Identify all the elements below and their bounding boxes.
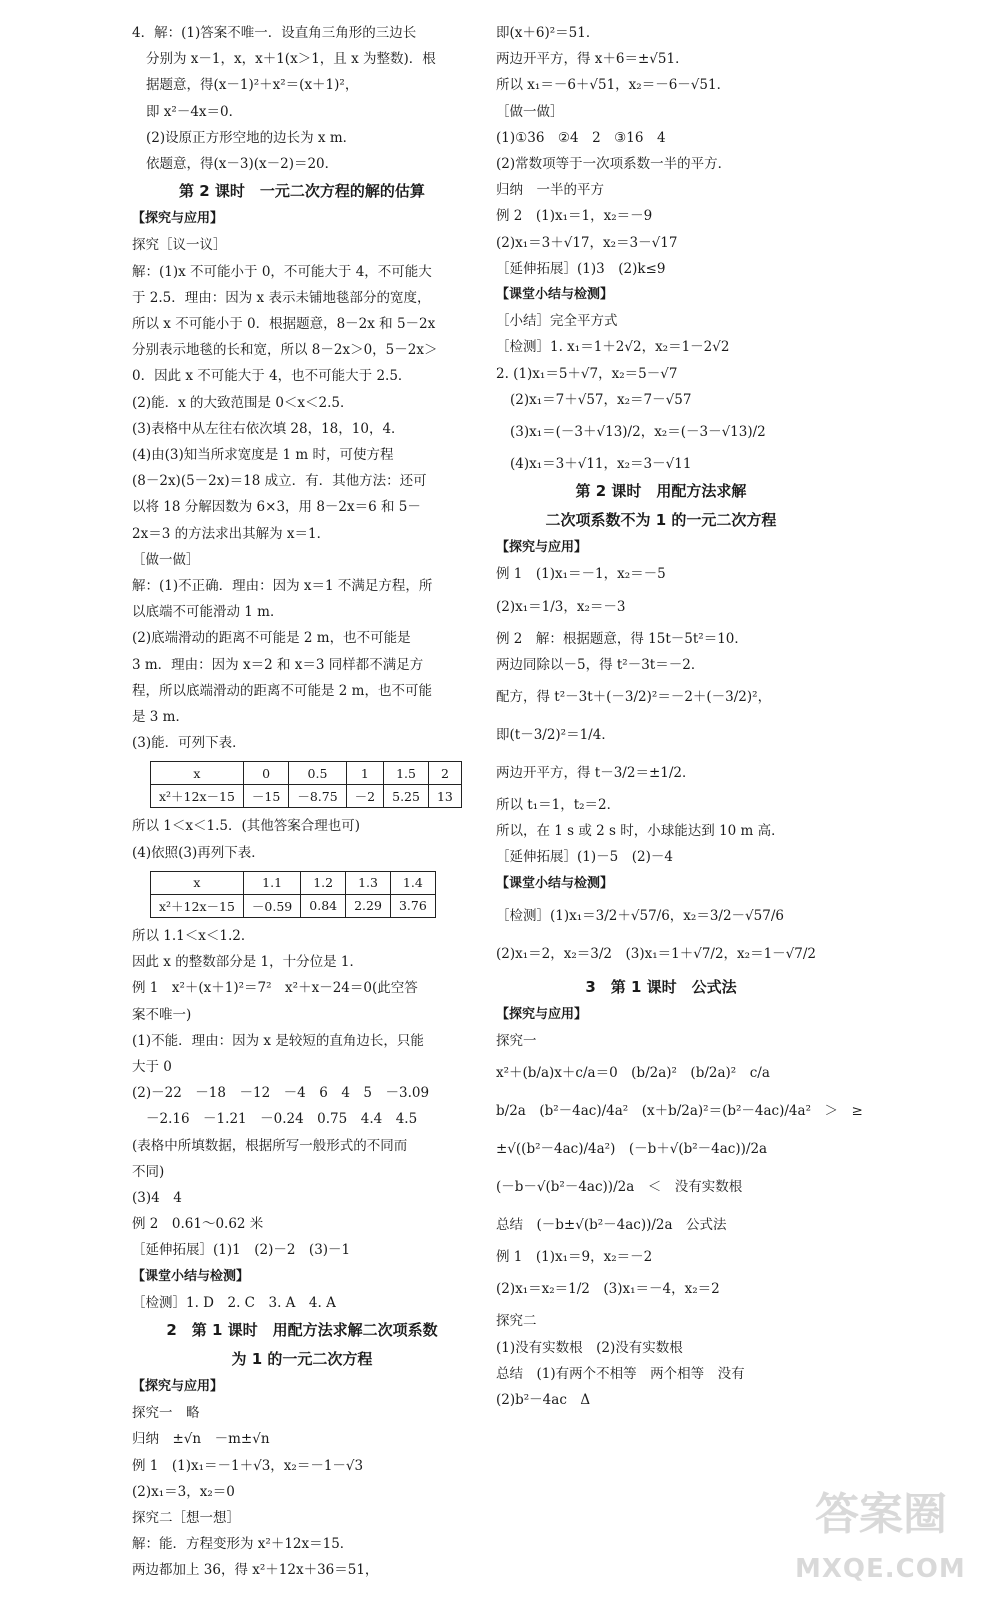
answer-line: (2)－22 －18 －12 －4 6 4 5 －3.09 [132,1085,430,1102]
answer-line: 所以 t₁＝1，t₂＝2． [496,797,621,814]
answer-line: b/2a (b²－4ac)/4a² (x＋b/2a)²＝(b²－4ac)/4a² ＞ ≥ [496,1103,863,1120]
answer-line: (1)没有实数根 (2)没有实数根 [496,1339,683,1356]
table-cell: 13 [428,785,461,808]
table-cell: 1.1 [243,871,300,894]
answer-line: 2x＝3 的方法求出其解为 x＝1． [132,525,331,542]
answer-line: 配方，得 t²－3t＋(－3/2)²＝－2＋(－3/2)²， [496,689,772,706]
answer-line: 探究一 [496,1033,537,1050]
answer-line: 探究［议一议］ [132,237,227,254]
answer-line: (表格中所填数据，根据所写一般形式的不同而 [132,1137,408,1154]
answer-line: 所以 x 不可能小于 0．根据题意，8－2x 和 5－2x [132,316,436,333]
answer-line: ［延伸拓展］(1)3 (2)k≤9 [496,260,666,277]
table-row [151,785,462,808]
answer-line: 案不唯一) [132,1006,192,1023]
answer-line: 两边同除以－5，得 t²－3t＝－2． [496,656,705,673]
answer-line: 以将 18 分解因数为 6×3，用 8－2x＝6 和 5－ [132,499,421,516]
answer-line: (1)不能．理由：因为 x 是较短的直角边长，只能 [132,1032,424,1049]
table-cell: 5.25 [384,785,429,808]
answer-line: 于 2.5．理由：因为 x 表示未铺地毯部分的宽度， [132,289,431,306]
answer-line: 0．因此 x 不可能大于 4，也不可能大于 2.5． [132,368,412,385]
table-cell: 3.76 [390,894,435,917]
table-cell: 0.84 [301,894,346,917]
answer-line: (2)设原正方形空地的边长为 x m． [146,129,357,146]
table-cell: 0 [243,762,288,785]
answer-line: ［做一做］ [496,103,564,120]
answer-line: 两边都加上 36，得 x²＋12x＋36＝51， [132,1562,379,1579]
table-cell: 1 [346,762,383,785]
answer-line: ［做一做］ [132,551,200,568]
watermark-url: MXQE.COM [795,1554,966,1584]
answer-line: (3)能．可列下表． [132,735,246,752]
table-cell: x²＋12x－15 [151,785,244,808]
block-label: 【课堂小结与检测】 [496,875,614,891]
value-table-1 [150,761,462,808]
answer-block [496,561,826,870]
answer-line: 所以 x₁＝－6＋√51，x₂＝－6－√51． [496,77,731,94]
section-heading: 第 2 课时 用配方法求解 [575,482,747,501]
section-heading: 第 2 课时 一元二次方程的解的估算 [179,182,425,201]
answer-block [132,923,472,1264]
table-cell: x²＋12x－15 [151,894,244,917]
block-label: 【探究与应用】 [132,211,224,227]
section-heading: 3 第 1 课时 公式法 [585,977,737,996]
answer-line: 所以 1.1＜x＜1.2． [132,927,255,944]
table-cell: －2 [346,785,383,808]
answer-line: 归纳 一半的平方 [496,182,604,199]
answer-line: 例 1 (1)x₁＝9，x₂＝－2 [496,1249,653,1266]
answer-line: 依题意，得(x－3)(x－2)＝20． [146,156,339,173]
answer-line: (4)由(3)知当所求宽度是 1 m 时，可使方程 [132,447,394,464]
answer-line: (2)底端滑动的距离不可能是 2 m，也不可能是 [132,630,411,647]
table-cell: －8.75 [289,785,346,808]
answer-block [496,20,826,282]
answer-line: (2)能．x 的大致范围是 0＜x＜2.5． [132,394,354,411]
table-cell: 1.2 [301,871,346,894]
answer-line: 所以 1＜x＜1.5．(其他答案合理也可) [132,818,360,835]
section-heading: 二次项系数不为 1 的一元二次方程 [545,511,777,530]
table-row [151,871,436,894]
answer-line: －2.16 －1.21 －0.24 0.75 4.4 4.5 [146,1111,418,1128]
answer-line: 总结 (－b±√(b²－4ac))/2a 公式法 [496,1217,727,1234]
answer-line: 两边开平方，得 t－3/2＝±1/2． [496,765,696,782]
table-cell: －0.59 [243,894,300,917]
answer-block [132,1400,472,1583]
answer-line: ±√((b²－4ac)/4a²) (－b＋√(b²－4ac))/2a [496,1141,768,1158]
table-cell: －15 [243,785,288,808]
answer-line: 3 m．理由：因为 x＝2 和 x＝3 同样都不满足方 [132,656,424,673]
section-heading: 为 1 的一元二次方程 [231,1349,373,1368]
answer-line: ［检测］1. D 2. C 3. A 4. A [132,1294,336,1311]
answer-line: 因此 x 的整数部分是 1，十分位是 1． [132,954,363,971]
answer-line: (2)常数项等于一次项系数一半的平方． [496,156,732,173]
block-label: 【探究与应用】 [132,1378,224,1394]
answer-line: 探究二［想一想］ [132,1509,240,1526]
answer-line: 归纳 ±√n －m±√n [132,1431,270,1448]
block-label: 【探究与应用】 [496,1006,588,1022]
answer-line: ［小结］完全平方式 [496,313,618,330]
answer-line: (2)b²－4ac Δ [496,1392,591,1409]
answer-line: (2)x₁＝x₂＝1/2 (3)x₁＝－4，x₂＝2 [496,1281,720,1298]
answer-line: 例 1 (1)x₁＝－1，x₂＝－5 [496,566,666,583]
right-column [496,20,863,1413]
watermark [795,1478,975,1588]
answer-line: (3)x₁＝(－3＋√13)/2，x₂＝(－3－√13)/2 [510,424,766,441]
answer-line: (4)依照(3)再列下表． [132,844,265,861]
table-cell: 2.29 [346,894,391,917]
answer-line: 即 x²－4x＝0． [146,103,243,120]
answer-line: 例 2 0.61～0.62 米 [132,1216,264,1233]
table-cell: x [151,871,244,894]
answer-line: 例 1 x²＋(x＋1)²＝7² x²＋x－24＝0(此空答 [132,980,418,997]
answer-line: 总结 (1)有两个不相等 两个相等 没有 [496,1365,745,1382]
answer-line: (2)x₁＝2，x₂＝3/2 (3)x₁＝1＋√7/2，x₂＝1－√7/2 [496,945,816,962]
answer-line: (－b－√(b²－4ac))/2a ＜ 没有实数根 [496,1179,743,1196]
answer-line: 即(t－3/2)²＝1/4． [496,727,615,744]
table-cell: 1.5 [384,762,429,785]
answer-line: ［检测］1. x₁＝1＋2√2，x₂＝1－2√2 [496,339,730,356]
answer-line: (2)x₁＝3，x₂＝0 [132,1483,235,1500]
left-column [132,20,472,1584]
table-row [151,894,436,917]
answer-line: 4．解：(1)答案不唯一．设直角三角形的三边长 [132,25,417,41]
table-cell: 0.5 [289,762,346,785]
answer-line: ［延伸拓展］(1)－5 (2)－4 [496,849,673,866]
answer-line: 例 2 (1)x₁＝1，x₂＝－9 [496,208,653,225]
answer-line: 所以，在 1 s 或 2 s 时，小球能达到 10 m 高． [496,823,785,840]
answer-line: 分别表示地毯的长和宽，所以 8－2x＞0，5－2x＞ [132,342,438,359]
block-label: 【探究与应用】 [496,540,588,556]
answer-line: 分别为 x－1，x，x＋1(x＞1，且 x 为整数)．根 [146,51,436,68]
answer-line: 大于 0 [132,1058,172,1075]
section-heading: 2 第 1 课时 用配方法求解二次项系数 [166,1320,438,1339]
answer-line: 2. (1)x₁＝5＋√7，x₂＝5－√7 [496,365,678,382]
answer-line: (3)表格中从左往右依次填 28，18，10，4． [132,420,405,437]
block-label: 【课堂小结与检测】 [496,287,614,303]
answer-line: ［延伸拓展］(1)1 (2)－2 (3)－1 [132,1242,351,1259]
table-cell: x [151,762,244,785]
answer-line: 据题意，得(x－1)²＋x²＝(x＋1)²， [146,77,359,94]
answer-line: 例 1 (1)x₁＝－1＋√3，x₂＝－1－√3 [132,1457,364,1474]
answer-line: 不同) [132,1163,165,1180]
watermark-logo: 答案圈 [815,1489,947,1540]
answer-line: 探究二 [496,1313,537,1330]
answer-line: (3)4 4 [132,1189,182,1206]
answer-line: (8－2x)(5－2x)＝18 成立．有．其他方法：还可 [132,473,427,490]
answer-block [496,308,826,477]
answer-line: 解：能．方程变形为 x²＋12x＝15． [132,1536,354,1553]
answer-line: 是 3 m． [132,709,189,726]
answer-line: ［检测］(1)x₁＝3/2＋√57/6，x₂＝3/2－√57/6 [496,907,784,924]
answer-line: (4)x₁＝3＋√11，x₂＝3－√11 [510,456,692,473]
answer-line: (2)x₁＝7＋√57，x₂＝7－√57 [510,391,692,408]
answer-line: (1)①36 ②4 2 ③16 4 [496,129,666,146]
answer-line: 程，所以底端滑动的距离不可能是 2 m，也不可能 [132,682,432,699]
answer-line: 以底端不可能滑动 1 m． [132,604,284,621]
answer-block [132,259,472,757]
value-table-2 [150,871,436,918]
table-row [151,762,462,785]
answer-line: 两边开平方，得 x＋6＝±√51． [496,51,689,68]
answer-line: 即(x＋6)²＝51． [496,25,600,41]
answer-line: 解：(1)x 不可能小于 0，不可能大于 4，不可能大 [132,263,432,280]
table-cell: 1.3 [346,871,391,894]
answer-line: 例 2 解：根据题意，得 15t－5t²＝10． [496,630,748,647]
block-label: 【课堂小结与检测】 [132,1268,250,1284]
answer-block [496,1028,863,1413]
answer-line: (2)x₁＝1/3，x₂＝－3 [496,598,626,615]
table-cell: 2 [428,762,461,785]
answer-line: x²＋(b/a)x＋c/a＝0 (b/2a)² (b/2a)² c/a [496,1065,770,1082]
answer-line: 解：(1)不正确．理由：因为 x＝1 不满足方程，所 [132,578,433,595]
answer-line: (2)x₁＝3＋√17，x₂＝3－√17 [496,234,678,251]
table-cell: 1.4 [390,871,435,894]
answer-line: 探究一 略 [132,1405,200,1422]
